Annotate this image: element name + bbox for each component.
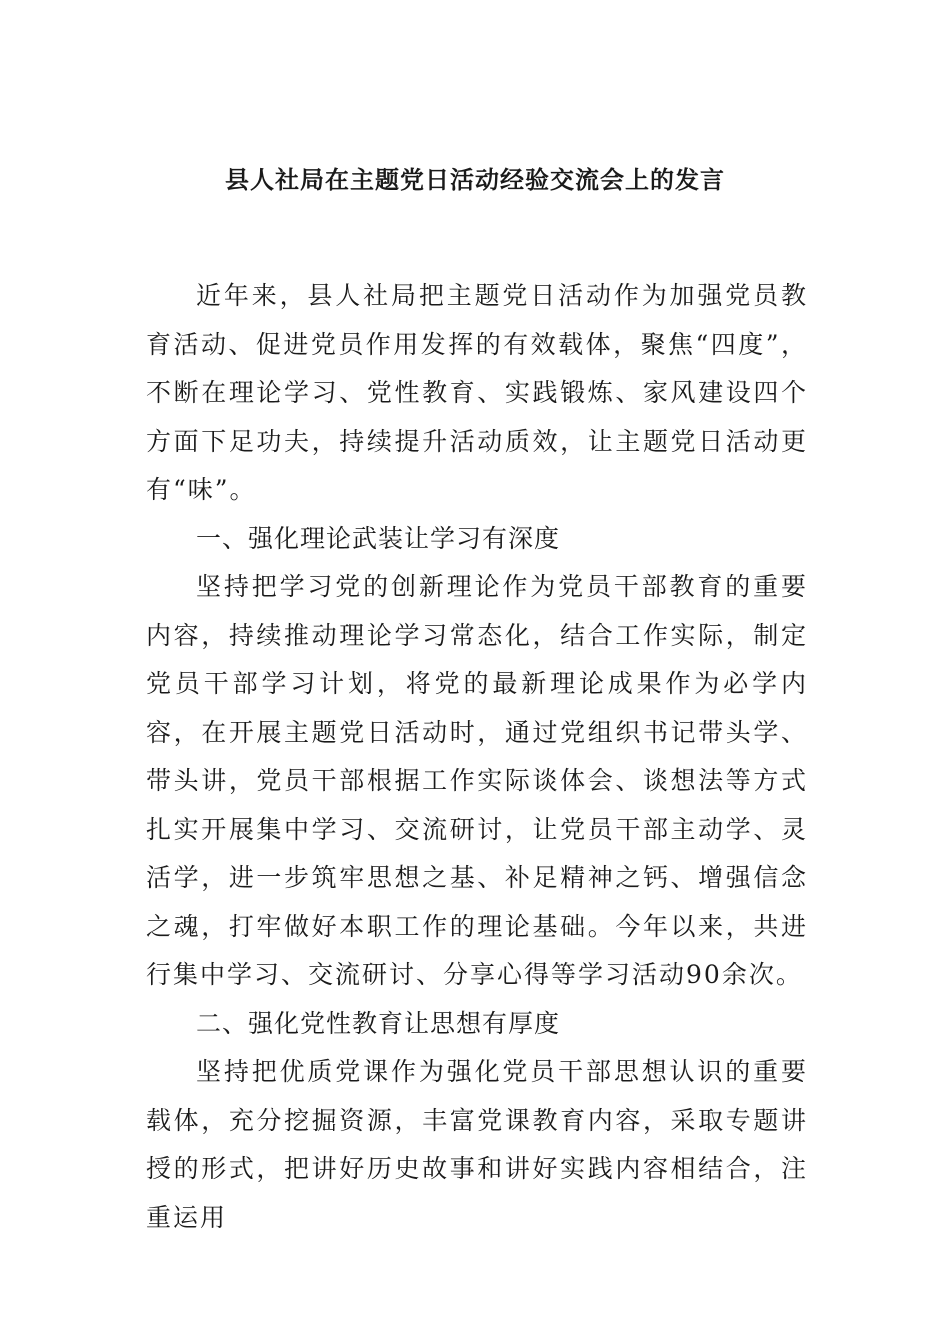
section-heading-1: 一、强化理论武装让学习有深度 (196, 523, 561, 553)
document-title: 县人社局在主题党日活动经验交流会上的发言 (225, 165, 725, 194)
section-heading-2: 二、强化党性教育让思想有厚度 (196, 1008, 561, 1038)
document-body (146, 272, 808, 1242)
section-2-paragraph: 坚持把优质党课作为强化党员干部思想认识的重要载体，充分挖掘资源，丰富党课教育内容，采取专题讲授的形式，把讲好历史故事和讲好实践内容相结合，注重运用 (146, 1057, 808, 1232)
section-1-paragraph: 坚持把学习党的创新理论作为党员干部教育的重要内容，持续推动理论学习常态化，结合工作实际，制定党员干部学习计划，将党的最新理论成果作为必学内容，在开展主题党日活动时，通过党组织书记带头学、带头讲，党员干部根据工作实际谈体会、谈想法等方式扎实开展集中学习、交流研讨，让党员干部主动学、灵活学，进一步筑牢思想之基、补足精神之钙、增强信念之魂，打牢做好本职工作的理论基础。今年以来，共进行集中学习、交流研讨、分享心得等学习活动90余次。 (146, 572, 808, 989)
intro-paragraph: 近年来，县人社局把主题党日活动作为加强党员教育活动、促进党员作用发挥的有效载体，聚焦“四度”，不断在理论学习、党性教育、实践锻炼、家风建设四个方面下足功夫，持续提升活动质效，让主题党日活动更有“味”。 (146, 281, 808, 504)
